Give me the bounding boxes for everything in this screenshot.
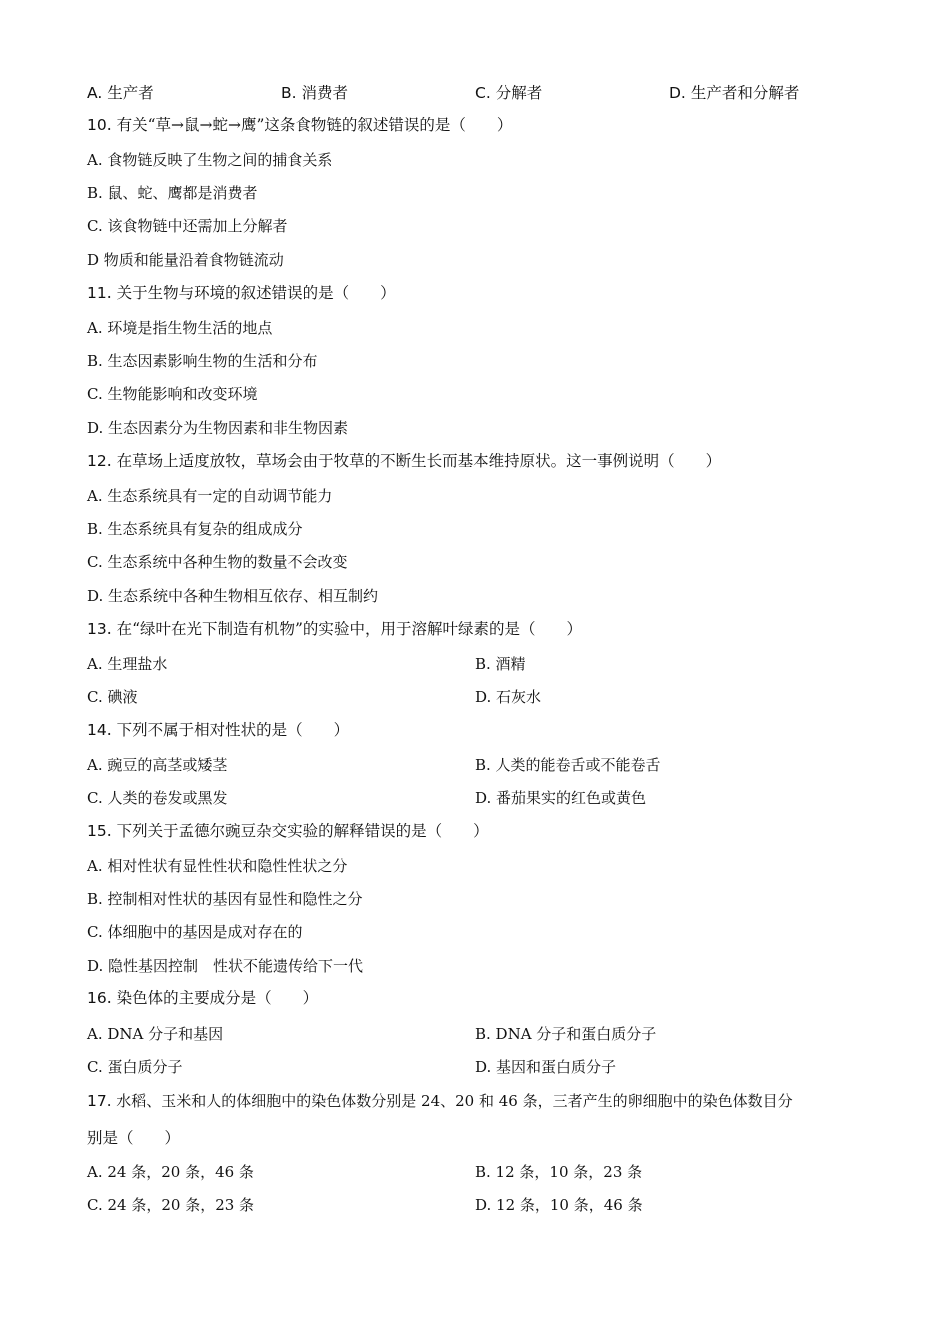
question-17-stem: 17. 水稻、玉米和人的体细胞中的染色体数分别是 24、20 和 46 条，三者产生的卵细胞中的染色体数目分 <box>87 1092 793 1110</box>
question-11-option-b: B. 生态因素影响生物的生活和分布 <box>87 352 318 370</box>
question-17-stem-continued: 别是（ ） <box>87 1129 181 1147</box>
question-14-option-b: B. 人类的能卷舌或不能卷舌 <box>475 756 661 774</box>
question-13-option-a: A. 生理盐水 <box>87 655 168 673</box>
question-13-option-c: C. 碘液 <box>87 688 138 706</box>
question-12-option-d: D. 生态系统中各种生物相互依存、相互制约 <box>87 587 379 605</box>
question-16-option-d: D. 基因和蛋白质分子 <box>475 1058 617 1076</box>
question-16-option-b: B. DNA 分子和蛋白质分子 <box>475 1025 657 1043</box>
question-15-option-c: C. 体细胞中的基因是成对存在的 <box>87 923 303 941</box>
question-14-option-c: C. 人类的卷发或黑发 <box>87 789 228 807</box>
question-14-option-a: A. 豌豆的高茎或矮茎 <box>87 756 228 774</box>
question-12-stem: 12. 在草场上适度放牧，草场会由于牧草的不断生长而基本维持原状。这一事例说明（ ） <box>87 452 722 470</box>
question-12-option-a: A. 生态系统具有一定的自动调节能力 <box>87 487 333 505</box>
question-10-option-a: A. 食物链反映了生物之间的捕食关系 <box>87 151 333 169</box>
question-15-option-d: D. 隐性基因控制 性状不能遗传给下一代 <box>87 957 364 975</box>
question-14-stem: 14. 下列不属于相对性状的是（ ） <box>87 721 350 739</box>
question-15-option-b: B. 控制相对性状的基因有显性和隐性之分 <box>87 890 363 908</box>
question-11-option-a: A. 环境是指生物生活的地点 <box>87 319 273 337</box>
q9-options-row <box>87 81 867 101</box>
question-11-option-c: C. 生物能影响和改变环境 <box>87 385 258 403</box>
question-17-option-b: B. 12 条，10 条，23 条 <box>475 1163 643 1181</box>
question-10-option-b: B. 鼠、蛇、鹰都是消费者 <box>87 184 258 202</box>
question-13-option-b: B. 酒精 <box>475 655 526 673</box>
question-17-option-a: A. 24 条，20 条，46 条 <box>87 1163 254 1181</box>
question-13-stem: 13. 在“绿叶在光下制造有机物”的实验中，用于溶解叶绿素的是（ ） <box>87 620 582 638</box>
question-14-option-d: D. 番茄果实的红色或黄色 <box>475 789 647 807</box>
q9-option-d: D. 生产者和分解者 <box>669 84 800 102</box>
question-15-stem: 15. 下列关于孟德尔豌豆杂交实验的解释错误的是（ ） <box>87 822 489 840</box>
question-10-option-d: D 物质和能量沿着食物链流动 <box>87 251 284 269</box>
question-10-stem: 10. 有关“草→鼠→蛇→鹰”这条食物链的叙述错误的是（ ） <box>87 116 513 134</box>
question-12-option-b: B. 生态系统具有复杂的组成成分 <box>87 520 303 538</box>
question-12-option-c: C. 生态系统中各种生物的数量不会改变 <box>87 553 348 571</box>
question-16-stem: 16. 染色体的主要成分是（ ） <box>87 989 319 1007</box>
question-16-option-c: C. 蛋白质分子 <box>87 1058 183 1076</box>
question-15-option-a: A. 相对性状有显性性状和隐性性状之分 <box>87 857 348 875</box>
question-11-stem: 11. 关于生物与环境的叙述错误的是（ ） <box>87 284 396 302</box>
question-13-option-d: D. 石灰水 <box>475 688 542 706</box>
question-10-option-c: C. 该食物链中还需加上分解者 <box>87 217 288 235</box>
question-16-option-a: A. DNA 分子和基因 <box>87 1025 224 1043</box>
q9-option-a: A. 生产者 <box>87 84 154 102</box>
q9-option-b: B. 消费者 <box>281 84 349 102</box>
question-17-option-c: C. 24 条，20 条，23 条 <box>87 1196 255 1214</box>
question-11-option-d: D. 生态因素分为生物因素和非生物因素 <box>87 419 349 437</box>
question-17-option-d: D. 12 条，10 条，46 条 <box>475 1196 643 1214</box>
q9-option-c: C. 分解者 <box>475 84 543 102</box>
